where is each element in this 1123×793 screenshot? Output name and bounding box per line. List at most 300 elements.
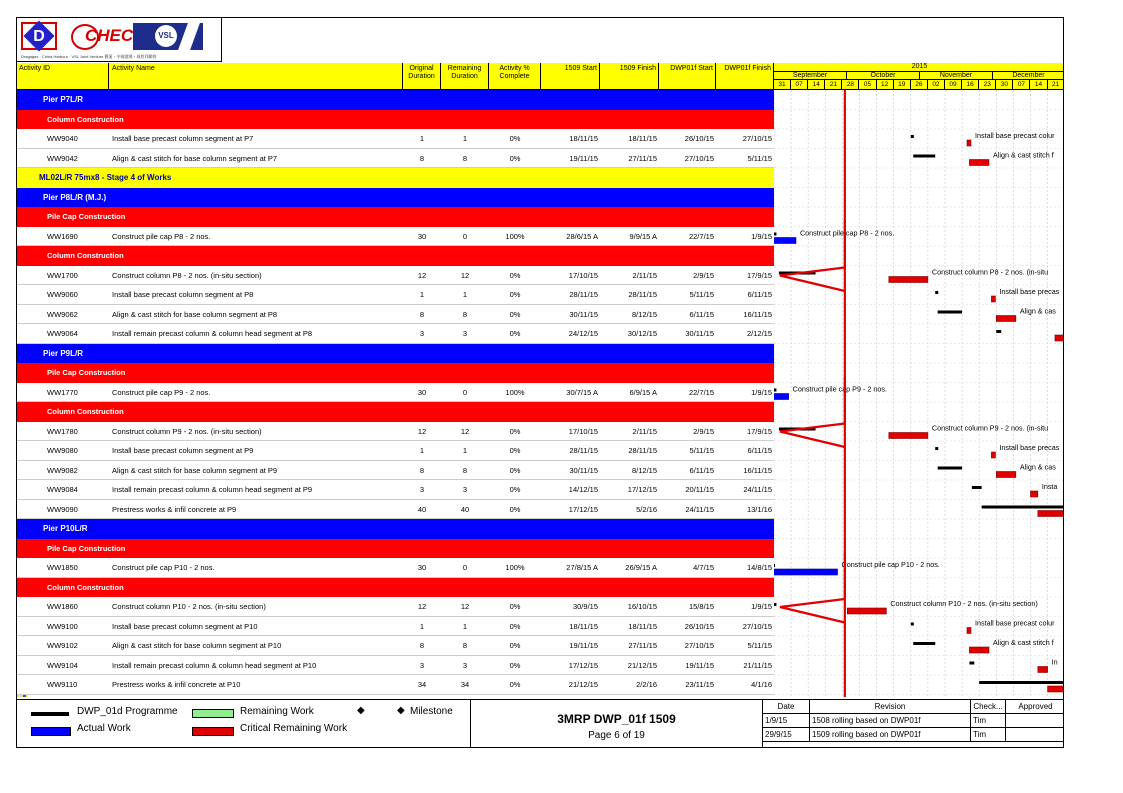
timeline-week: 05 [860, 80, 877, 89]
cell-name: Install base precast column segment at P10 [112, 621, 258, 631]
cell-rem: 1 [462, 446, 468, 455]
cell-pct: 0% [509, 621, 521, 631]
cell-rem: 12 [460, 602, 470, 611]
col-activity-name[interactable]: Activity Name [109, 63, 403, 89]
cell-f1509: 26/9/15 A [625, 563, 657, 572]
gantt-bar-label: Align & cast stitch f [992, 150, 1054, 160]
timeline-week: 14 [808, 80, 825, 89]
cell-orig: 40 [417, 504, 427, 514]
cell-sdwp: 22/7/15 [688, 231, 714, 241]
timeline-week: 14 [1031, 80, 1048, 89]
gantt-bar-label: Align & cast stitch f [992, 638, 1054, 647]
baseline-bar [774, 389, 776, 392]
gantt-bar-label: Construct pile cap P8 - 2 nos. [799, 228, 895, 238]
group-header-pier [17, 188, 774, 208]
group-header-pier [17, 90, 774, 110]
cell-f1509: 8/12/15 [631, 465, 657, 475]
cell-name: Align & cast stitch for base column segment at P8 [112, 309, 278, 319]
legend-critical: Critical Remaining Work [240, 723, 348, 734]
group-header-phase [17, 246, 774, 266]
cell-fdwp: 2/12/15 [746, 329, 772, 338]
cell-s1509: 30/11/15 [569, 309, 598, 319]
group-header-phase [17, 207, 774, 227]
col-1509-start[interactable]: 1509 Start [541, 63, 600, 89]
cell-id: WW1860 [47, 602, 78, 611]
column-header [17, 63, 774, 90]
timeline-month: December [993, 72, 1064, 80]
cell-pct: 0% [509, 426, 521, 436]
cell-id: WW9080 [47, 446, 78, 455]
critical-bar [967, 140, 971, 146]
activity-row[interactable] [17, 324, 774, 344]
activity-row[interactable] [17, 266, 774, 286]
timeline-month: November [920, 72, 993, 80]
vsl-logo: VSL [133, 23, 203, 50]
group-label: Pile Cap Construction [47, 212, 126, 221]
cell-orig: 30 [417, 563, 427, 572]
cell-pct: 0% [509, 446, 521, 455]
critical-bar [1038, 667, 1048, 673]
cell-orig: 8 [419, 465, 425, 475]
baseline-bar [911, 623, 914, 626]
cell-sdwp: 24/11/15 [685, 504, 714, 514]
cell-id: WW1850 [47, 563, 78, 572]
cell-fdwp: 5/11/15 [747, 153, 772, 163]
cell-name: Install remain precast column & column head segment at P8 [112, 329, 313, 338]
cell-rem: 1 [462, 290, 468, 299]
cell-f1509: 2/11/15 [632, 426, 657, 436]
activity-row[interactable] [17, 129, 774, 149]
cell-orig: 1 [419, 290, 425, 299]
cell-pct: 0% [509, 602, 521, 611]
timeline-month: October [847, 72, 920, 80]
timeline-week: 23 [979, 80, 996, 89]
group-label: Pile Cap Construction [47, 368, 126, 377]
cell-f1509: 17/12/15 [627, 485, 657, 494]
cell-id: WW9104 [47, 660, 78, 670]
gantt-bar-label: Construct column P8 - 2 nos. (in-situ [931, 267, 1049, 277]
cell-s1509: 30/9/15 [572, 602, 598, 611]
cell-pct: 0% [509, 641, 521, 650]
rev-description: 1508 rolling based on DWP01f [810, 714, 971, 728]
cell-f1509: 28/11/15 [628, 290, 657, 299]
critical-bar [967, 628, 971, 634]
logo-strip [17, 18, 222, 62]
gantt-bar-label: Construct column P9 - 2 nos. (in-situ [931, 423, 1049, 433]
critical-bar [991, 452, 995, 458]
cell-fdwp: 1/9/15 [751, 387, 772, 397]
timeline-week: 02 [928, 80, 945, 89]
col-percent-complete[interactable]: Activity % Complete [489, 63, 541, 89]
legend-critical-swatch [192, 727, 234, 736]
group-label: Pier P9L/R [43, 348, 84, 358]
cell-s1509: 17/12/15 [568, 660, 598, 670]
activity-row[interactable] [17, 461, 774, 481]
cell-f1509: 9/9/15 A [629, 231, 657, 241]
cell-s1509: 21/12/15 [568, 680, 598, 689]
cell-pct: 0% [509, 660, 521, 670]
cell-rem: 12 [460, 270, 470, 280]
legend-remaining-swatch [192, 709, 234, 718]
activity-row[interactable] [17, 675, 774, 695]
legend-actual: Actual Work [77, 723, 131, 734]
timeline-week: 12 [877, 80, 894, 89]
legend-footer [17, 699, 1064, 748]
timeline-week: 16 [962, 80, 979, 89]
cell-pct: 0% [509, 485, 521, 494]
cell-pct: 0% [509, 290, 521, 299]
cell-orig: 3 [419, 329, 425, 338]
cell-sdwp: 23/11/15 [685, 680, 714, 689]
gantt-bar-label: Construct column P10 - 2 nos. (in-situ section) [890, 599, 1038, 608]
cell-f1509: 2/11/15 [632, 270, 657, 280]
timeline-week: 07 [791, 80, 808, 89]
cell-pct: 0% [509, 153, 521, 163]
cell-orig: 1 [419, 134, 425, 143]
group-header-pier [17, 344, 774, 364]
group-header-phase [17, 110, 774, 130]
cell-s1509: 24/12/15 [568, 329, 598, 338]
cell-sdwp: 5/11/15 [689, 446, 714, 455]
baseline-bar [774, 603, 776, 606]
baseline-bar [996, 330, 1001, 333]
critical-bar [847, 608, 886, 614]
col-remaining-duration[interactable]: Remaining Duration [441, 63, 489, 89]
legend-baseline-swatch [31, 712, 69, 716]
baseline-bar [911, 135, 914, 138]
cell-name: Install base precast column segment at P7 [112, 134, 254, 143]
cell-orig: 34 [417, 680, 427, 689]
cell-name: Install base precast column segment at P8 [112, 290, 254, 299]
milestone-diamond-icon: ◆ [357, 705, 365, 716]
gantt-bar-label: Construct pile cap P10 - 2 nos. [841, 560, 940, 569]
cell-rem: 0 [462, 563, 468, 572]
gantt-bar-label: Install base precas [999, 443, 1060, 452]
chec-logo: CHEC [75, 24, 125, 50]
cell-fdwp: 1/9/15 [751, 231, 772, 241]
baseline-bar [913, 642, 935, 645]
page-number: Page 6 of 19 [588, 730, 645, 741]
gantt-bar-label: Install base precast colur [974, 618, 1055, 628]
cell-id: WW9064 [47, 329, 78, 338]
activity-row[interactable] [17, 441, 774, 461]
cell-s1509: 19/11/15 [569, 153, 598, 163]
cell-sdwp: 6/11/15 [689, 309, 714, 319]
legend-remaining: Remaining Work [240, 706, 314, 717]
group-label: Column Construction [47, 251, 124, 260]
legend-baseline: DWP_01d Programme [77, 706, 178, 717]
cell-id: WW1690 [47, 231, 78, 241]
baseline-bar [938, 467, 962, 470]
cell-fdwp: 16/11/15 [743, 465, 772, 475]
rev-header-date: Date [763, 700, 810, 714]
critical-path-link [780, 552, 845, 623]
gantt-chart [774, 90, 1064, 697]
cell-orig: 30 [417, 231, 427, 241]
col-1509-finish[interactable]: 1509 Finish [600, 63, 659, 89]
cell-sdwp: 26/10/15 [684, 621, 714, 631]
cell-s1509: 17/12/15 [568, 504, 598, 514]
cell-s1509: 28/6/15 A [566, 231, 598, 241]
activity-row[interactable] [17, 383, 774, 403]
cell-pct: 100% [505, 563, 525, 572]
cell-id: WW1700 [47, 270, 78, 280]
gantt-bar-label: Align & cas [1019, 306, 1056, 316]
cell-name: Construct pile cap P8 - 2 nos. [112, 231, 211, 241]
col-original-duration[interactable]: Original Duration [403, 63, 441, 89]
rev-approver [1006, 728, 1065, 742]
legend-actual-swatch [31, 727, 71, 736]
title-block [470, 700, 763, 748]
activity-row[interactable] [17, 422, 774, 442]
cell-name: Install base precast column segment at P9 [112, 446, 254, 455]
cell-pct: 0% [509, 270, 521, 280]
cell-rem: 1 [462, 621, 468, 631]
cell-name: Prestress works & infil concrete at P10 [112, 680, 241, 689]
critical-bar [889, 277, 928, 283]
cell-sdwp: 2/9/15 [693, 426, 714, 436]
cell-id: WW9062 [47, 309, 78, 319]
actual-bar [774, 394, 789, 400]
cell-pct: 100% [505, 231, 525, 241]
gantt-bar-label: Insta [1041, 482, 1058, 491]
cell-s1509: 18/11/15 [569, 134, 598, 143]
group-header-phase [17, 578, 774, 598]
cell-rem: 3 [462, 329, 468, 338]
cell-id: WW9084 [47, 485, 78, 494]
rev-description: 1509 rolling based on DWP01f [810, 728, 971, 742]
activity-row[interactable] [17, 617, 774, 637]
rev-checker: Tim [971, 714, 1006, 728]
cell-f1509: 16/10/15 [627, 602, 657, 611]
cell-sdwp: 20/11/15 [685, 485, 714, 494]
cell-fdwp: 21/11/15 [743, 660, 772, 670]
timeline-week: 07 [1013, 80, 1030, 89]
cell-id: WW9090 [47, 504, 78, 514]
activity-row[interactable] [17, 558, 774, 578]
cell-fdwp: 1/9/15 [751, 602, 772, 611]
cell-s1509: 18/11/15 [569, 621, 598, 631]
cell-f1509: 8/12/15 [631, 309, 657, 319]
col-dwp01f-finish[interactable]: DWP01f Finish [716, 63, 774, 89]
revision-table [763, 700, 1064, 748]
cell-sdwp: 26/10/15 [684, 134, 714, 143]
critical-bar [1048, 686, 1064, 692]
cell-rem: 8 [462, 641, 468, 650]
group-header-stage [17, 168, 774, 188]
cell-name: Construct pile cap P9 - 2 nos. [112, 387, 211, 397]
cell-sdwp: 19/11/15 [685, 660, 714, 670]
activity-row[interactable] [17, 480, 774, 500]
cell-orig: 1 [419, 446, 425, 455]
cell-sdwp: 6/11/15 [689, 465, 714, 475]
critical-bar [996, 316, 1016, 322]
baseline-bar [774, 564, 775, 567]
cell-fdwp: 16/11/15 [743, 309, 772, 319]
actual-bar [774, 238, 796, 244]
rev-date: 29/9/15 [763, 728, 810, 742]
cell-name: Align & cast stitch for base column segment at P9 [112, 465, 278, 475]
timeline-week: 28 [842, 80, 859, 89]
cell-id: WW9060 [47, 290, 78, 299]
cell-rem: 0 [462, 231, 468, 241]
cell-name: Align & cast stitch for base column segment at P7 [112, 153, 278, 163]
cell-pct: 0% [509, 680, 521, 689]
timeline-week: 30 [996, 80, 1013, 89]
group-header-phase [17, 402, 774, 422]
cell-sdwp: 22/7/15 [688, 387, 714, 397]
timeline-week: 31 [774, 80, 791, 89]
timeline-week: 21 [1048, 80, 1064, 89]
cell-fdwp: 6/11/15 [747, 446, 772, 455]
cell-name: Construct column P10 - 2 nos. (in-situ section) [112, 602, 266, 611]
cell-rem: 12 [460, 426, 470, 436]
cell-s1509: 28/11/15 [569, 446, 598, 455]
cell-f1509: 18/11/15 [628, 134, 657, 143]
activity-row[interactable] [17, 305, 774, 325]
activity-row[interactable] [17, 500, 774, 520]
critical-bar [969, 160, 989, 166]
cell-orig: 1 [419, 621, 425, 631]
cell-fdwp: 14/8/15 [746, 563, 772, 572]
rev-checker: Tim [971, 728, 1006, 742]
milestone-diamond-icon-2: ◆ [397, 705, 405, 716]
rev-header-revision: Revision [810, 700, 971, 714]
activity-row[interactable] [17, 227, 774, 247]
cell-f1509: 27/11/15 [628, 153, 657, 163]
cell-sdwp: 27/10/15 [684, 153, 714, 163]
gantt-bar-label: Construct pile cap P9 - 2 nos. [792, 384, 887, 394]
rev-approver [1006, 714, 1065, 728]
gantt-bar-label: In [1051, 657, 1058, 667]
cell-name: Install remain precast column & column head segment at P10 [112, 660, 317, 670]
cell-fdwp: 17/9/15 [746, 426, 772, 436]
cell-f1509: 2/2/16 [636, 680, 657, 689]
baseline-bar [935, 291, 938, 294]
schedule-page [16, 17, 1064, 748]
group-header-pier [17, 519, 774, 539]
baseline-bar [774, 233, 776, 236]
group-label: Column Construction [47, 114, 124, 124]
cell-rem: 3 [462, 660, 468, 670]
cell-s1509: 30/7/15 A [566, 387, 598, 397]
cell-orig: 12 [417, 426, 427, 436]
cell-name: Construct column P8 - 2 nos. (in-situ section) [112, 270, 262, 280]
timeline-week: 21 [825, 80, 842, 89]
cell-fdwp: 4/1/16 [751, 680, 772, 689]
col-activity-id[interactable]: Activity ID [17, 63, 109, 89]
cell-name: Construct pile cap P10 - 2 nos. [112, 563, 215, 572]
cell-orig: 30 [417, 387, 427, 397]
cell-rem: 8 [462, 309, 468, 319]
cell-fdwp: 5/11/15 [747, 641, 772, 650]
critical-bar [1038, 511, 1064, 517]
cell-s1509: 17/10/15 [568, 270, 598, 280]
cell-pct: 0% [509, 134, 521, 143]
cell-s1509: 17/10/15 [568, 426, 598, 436]
legend-milestone: Milestone [410, 706, 453, 717]
group-label: Pier P7L/R [43, 95, 84, 104]
cell-id: WW9110 [47, 680, 78, 689]
baseline-bar [982, 506, 1064, 509]
baseline-bar [972, 486, 982, 489]
group-label: Pile Cap Construction [47, 543, 126, 553]
critical-bar [889, 433, 928, 439]
rev-header-approved: Approved [1006, 700, 1065, 714]
cell-orig: 8 [419, 641, 425, 650]
activity-row[interactable] [17, 149, 774, 169]
logo-caption: Dragages · China Harbour · VSL Joint Venture 寶蓮・中國港灣・威胜利聯營 [21, 54, 157, 59]
cell-name: Align & cast stitch for base column segment at P10 [112, 641, 282, 650]
group-label: Column Construction [47, 582, 124, 592]
cell-f1509: 6/9/15 A [629, 387, 657, 397]
group-header-phase [17, 539, 774, 559]
cell-f1509: 21/12/15 [627, 660, 657, 670]
cell-pct: 0% [509, 329, 521, 338]
critical-bar [969, 647, 989, 653]
cell-s1509: 30/11/15 [569, 465, 598, 475]
timeline-week: 19 [894, 80, 911, 89]
group-label: Pier P8L/R (M.J.) [43, 192, 107, 202]
cell-rem: 34 [460, 680, 470, 689]
cell-sdwp: 27/10/15 [684, 641, 714, 650]
activity-row[interactable] [17, 636, 774, 656]
cell-f1509: 5/2/16 [636, 504, 657, 514]
col-dwp01f-start[interactable]: DWP01f Start [659, 63, 716, 89]
cell-id: WW9082 [47, 465, 78, 475]
cell-fdwp: 27/10/15 [742, 621, 772, 631]
cell-fdwp: 13/1/16 [746, 504, 772, 514]
cell-name: Prestress works & infil concrete at P9 [112, 504, 237, 514]
cell-s1509: 27/8/15 A [566, 563, 598, 572]
cell-rem: 0 [462, 387, 468, 397]
cell-id: WW1780 [47, 426, 78, 436]
cell-sdwp: 5/11/15 [689, 290, 714, 299]
cell-rem: 1 [462, 134, 468, 143]
cell-f1509: 27/11/15 [628, 641, 657, 650]
critical-bar [1031, 491, 1038, 497]
critical-bar [996, 472, 1016, 478]
cell-pct: 100% [505, 387, 525, 397]
cell-id: WW9042 [47, 153, 78, 163]
cell-orig: 8 [419, 153, 425, 163]
group-label: ML02L/R 75mx8 - Stage 4 of Works [39, 173, 172, 182]
baseline-bar [913, 155, 935, 158]
activity-row[interactable] [17, 597, 774, 617]
activity-row[interactable] [17, 285, 774, 305]
cell-s1509: 28/11/15 [569, 290, 598, 299]
cell-sdwp: 15/8/15 [688, 602, 714, 611]
cell-fdwp: 27/10/15 [742, 134, 772, 143]
baseline-bar [969, 662, 974, 665]
cell-s1509: 19/11/15 [569, 641, 598, 650]
activity-row[interactable] [17, 656, 774, 676]
group-label: Pier P10L/R [43, 524, 88, 533]
cell-id: WW9102 [47, 641, 78, 650]
cell-rem: 8 [462, 153, 468, 163]
rev-date: 1/9/15 [763, 714, 810, 728]
gantt-bar-label: Install base precas [999, 287, 1060, 296]
cell-fdwp: 17/9/15 [746, 270, 772, 280]
gantt-bar-label: Align & cas [1019, 462, 1056, 472]
dragages-logo: D [21, 22, 57, 50]
programme-title: 3MRP DWP_01f 1509 [557, 712, 676, 726]
gantt-svg [774, 90, 1064, 697]
cell-sdwp: 2/9/15 [693, 270, 714, 280]
baseline-bar [979, 681, 1064, 684]
cell-orig: 8 [419, 309, 425, 319]
timeline-year: 2015 [774, 63, 1064, 72]
